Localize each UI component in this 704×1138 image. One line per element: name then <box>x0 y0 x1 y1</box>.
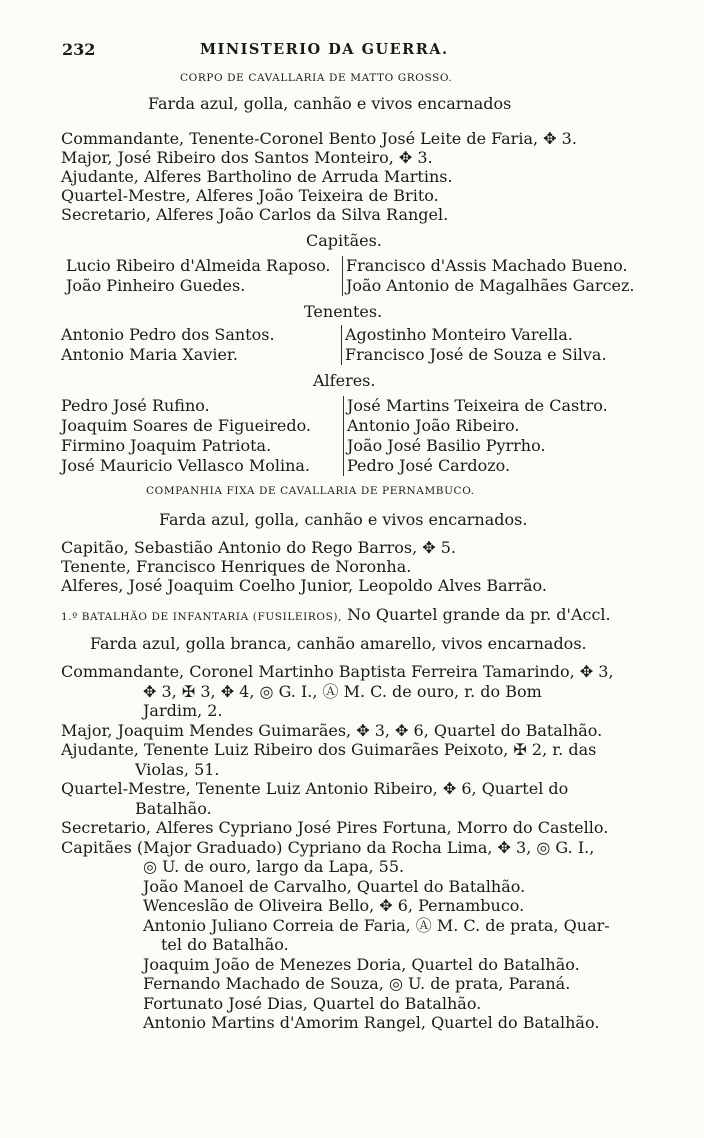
section-title-batalhao-infantaria <box>61 605 611 625</box>
section-title-lead: 1.º BATALHÃO DE INFANTARIA (FUSILEIROS), <box>61 611 343 623</box>
list-item: Antonio João Ribeiro. <box>347 416 520 435</box>
roster-line: João Manoel de Carvalho, Quartel do Batalhão. <box>143 876 526 896</box>
staff-entry: Tenente, Francisco Henriques de Noronha. <box>61 557 412 576</box>
list-item: Francisco d'Assis Machado Bueno. <box>346 256 628 275</box>
two-column-list <box>61 396 608 476</box>
list-item: João Pinheiro Guedes. <box>66 276 246 295</box>
list-item: Agostinho Monteiro Varella. <box>345 325 573 344</box>
section-title-cavallaria-pernambuco: COMPANHIA FIXA DE CAVALLARIA DE PERNAMBUCO. <box>146 485 475 497</box>
list-item: Francisco José de Souza e Silva. <box>345 345 607 364</box>
staff-entry: Alferes, José Joaquim Coelho Junior, Leopoldo Alves Barrão. <box>61 576 547 595</box>
staff-entry: Quartel-Mestre, Alferes João Teixeira de Brito. <box>61 186 439 205</box>
rank-heading-tenentes: Tenentes. <box>304 302 383 321</box>
roster-line: Batalhão. <box>135 798 212 818</box>
staff-entry: Capitão, Sebastião Antonio do Rego Barros, ✥ 5. <box>61 538 457 557</box>
roster-line: Violas, 51. <box>135 759 220 779</box>
list-item: Pedro José Cardozo. <box>347 456 511 475</box>
staff-entry: Secretario, Alferes João Carlos da Silva Rangel. <box>61 205 449 224</box>
uniform-description: Farda azul, golla, canhão e vivos encarnados <box>148 94 512 113</box>
list-item: Antonio Maria Xavier. <box>61 345 238 364</box>
roster-line: Commandante, Coronel Martinho Baptista Ferreira Tamarindo, ✥ 3, <box>61 662 614 681</box>
list-item: João José Basilio Pyrrho. <box>347 436 546 455</box>
roster-line: Ajudante, Tenente Luiz Ribeiro dos Guimarães Peixoto, ✠ 2, r. das <box>61 740 597 759</box>
roster-line: Fernando Machado de Souza, ◎ U. de prata, Paraná. <box>143 974 571 993</box>
roster-line: Fortunato José Dias, Quartel do Batalhão. <box>143 993 482 1013</box>
list-item: Antonio Pedro dos Santos. <box>61 325 275 344</box>
roster-line: tel do Batalhão. <box>161 935 289 954</box>
rank-heading-alferes: Alferes. <box>313 371 376 390</box>
roster-line: Major, Joaquim Mendes Guimarães, ✥ 3, ✥ 6, Quartel do Batalhão. <box>61 720 603 740</box>
roster-line: Wenceslão de Oliveira Bello, ✥ 6, Pernambuco. <box>143 896 525 915</box>
list-item: José Mauricio Vellasco Molina. <box>61 456 310 475</box>
roster-line: Quartel-Mestre, Tenente Luiz Antonio Ribeiro, ✥ 6, Quartel do <box>61 779 569 798</box>
rank-heading-capitaes: Capitães. <box>306 231 382 250</box>
roster-line: ◎ U. de ouro, largo da Lapa, 55. <box>143 857 405 876</box>
roster-line: Joaquim João de Menezes Doria, Quartel do Batalhão. <box>143 954 580 974</box>
list-item: Lucio Ribeiro d'Almeida Raposo. <box>66 256 331 275</box>
two-column-list <box>61 325 607 365</box>
roster-line: Capitães (Major Graduado) Cypriano da Rocha Lima, ✥ 3, ◎ G. I., <box>61 837 595 857</box>
roster-line: Secretario, Alferes Cypriano José Pires Fortuna, Morro do Castello. <box>61 818 609 837</box>
list-item: José Martins Teixeira de Castro. <box>347 396 608 415</box>
roster-line: ✥ 3, ✠ 3, ✥ 4, ◎ G. I., Ⓐ M. C. de ouro, r. do Bom <box>143 681 542 701</box>
running-head: MINISTERIO DA GUERRA. <box>200 41 449 58</box>
battalion-roster <box>61 662 614 1033</box>
two-column-list <box>66 256 635 296</box>
roster-line: Jardim, 2. <box>143 701 223 720</box>
uniform-description: Farda azul, golla branca, canhão amarello, vivos encarnados. <box>90 634 587 653</box>
list-item: João Antonio de Magalhães Garcez. <box>346 276 635 295</box>
roster-line: Antonio Martins d'Amorim Rangel, Quartel do Batalhão. <box>143 1013 600 1032</box>
section-title-cavallaria-matto-grosso: CORPO DE CAVALLARIA DE MATTO GROSSO. <box>180 72 453 84</box>
staff-entry: Ajudante, Alferes Bartholino de Arruda Martins. <box>61 167 453 186</box>
section-title-location: No Quartel grande da pr. d'Accl. <box>347 605 611 624</box>
roster-line: Antonio Juliano Correia de Faria, Ⓐ M. C. de prata, Quar- <box>143 915 610 935</box>
uniform-description: Farda azul, golla, canhão e vivos encarnados. <box>159 510 528 529</box>
staff-entry: Major, José Ribeiro dos Santos Monteiro, ✥ 3. <box>61 148 433 167</box>
list-item: Joaquim Soares de Figueiredo. <box>61 416 311 435</box>
staff-entry: Commandante, Tenente-Coronel Bento José Leite de Faria, ✥ 3. <box>61 129 577 148</box>
list-item: Pedro José Rufino. <box>61 396 210 415</box>
page-number: 232 <box>62 40 96 59</box>
list-item: Firmino Joaquim Patriota. <box>61 436 272 455</box>
